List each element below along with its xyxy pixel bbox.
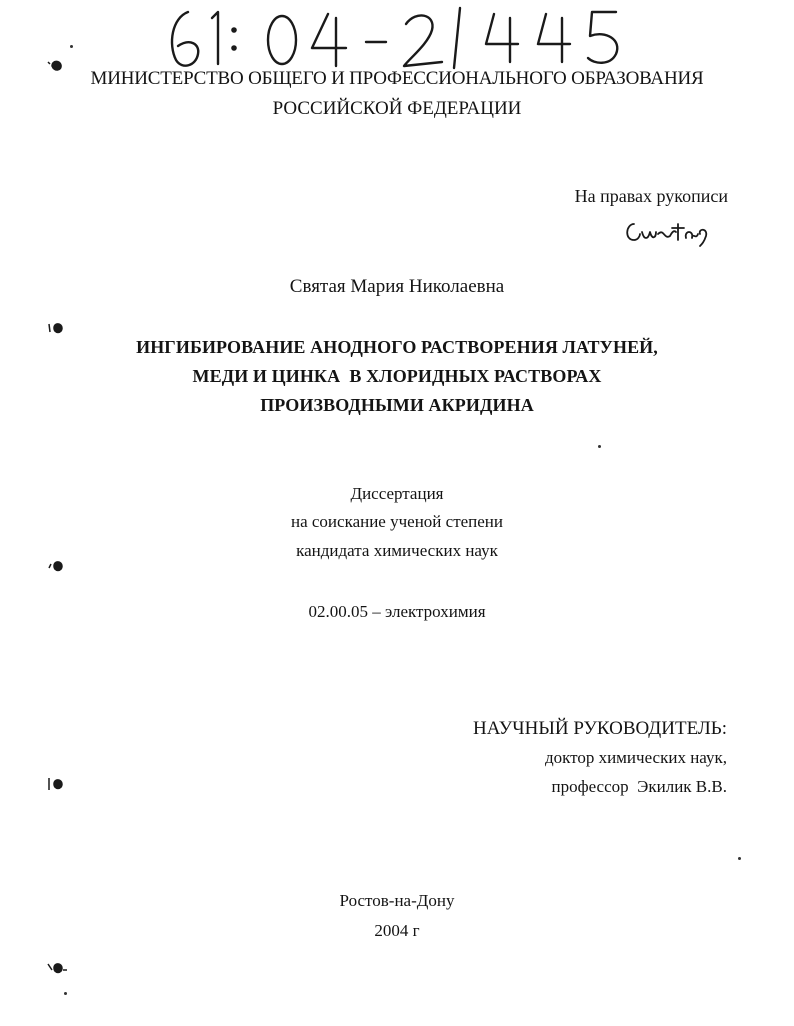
handwritten-archive-number [160,4,630,70]
dissertation-title-line-3: ПРОИЗВОДНЫМИ АКРИДИНА [260,395,534,415]
degree-purpose: на соискание ученой степени [290,512,504,531]
signature-text [0,0,1,1]
degree-name: кандидата химических наук [296,541,498,560]
specialty-code: 02.00.05 – электрохимия [308,602,486,621]
dissertation-title-line-1: ИНГИБИРОВАНИЕ АНОДНОГО РАСТВОРЕНИЯ ЛАТУНЕЙ, [136,337,658,357]
scan-speck [64,992,67,995]
scan-speck [598,445,601,448]
advisor-heading: НАУЧНЫЙ РУКОВОДИТЕЛЬ: [473,718,727,739]
scan-speck [738,857,741,860]
dissertation-title-line-2: МЕДИ И ЦИНКА В ХЛОРИДНЫХ РАСТВОРАХ [192,366,602,386]
year: 2004 г [374,921,420,940]
author-signature [620,214,710,248]
punch-hole-mark [44,958,68,978]
punch-hole-mark [44,318,68,338]
punch-hole-mark [44,774,68,794]
document-type: Диссертация [350,484,444,503]
ministry-heading: МИНИСТЕРСТВО ОБЩЕГО И ПРОФЕССИОНАЛЬНОГО ОБРАЗОВАНИЯ [90,68,704,89]
advisor-degree: доктор химических наук, [544,748,727,767]
city: Ростов-на-Дону [339,891,455,910]
manuscript-rights-label: На правах рукописи [574,186,728,206]
advisor-name: профессор Экилик В.В. [551,777,727,796]
scan-speck [70,45,73,48]
author-name: Святая Мария Николаевна [289,276,505,297]
federation-heading: РОССИЙСКОЙ ФЕДЕРАЦИИ [272,98,522,119]
